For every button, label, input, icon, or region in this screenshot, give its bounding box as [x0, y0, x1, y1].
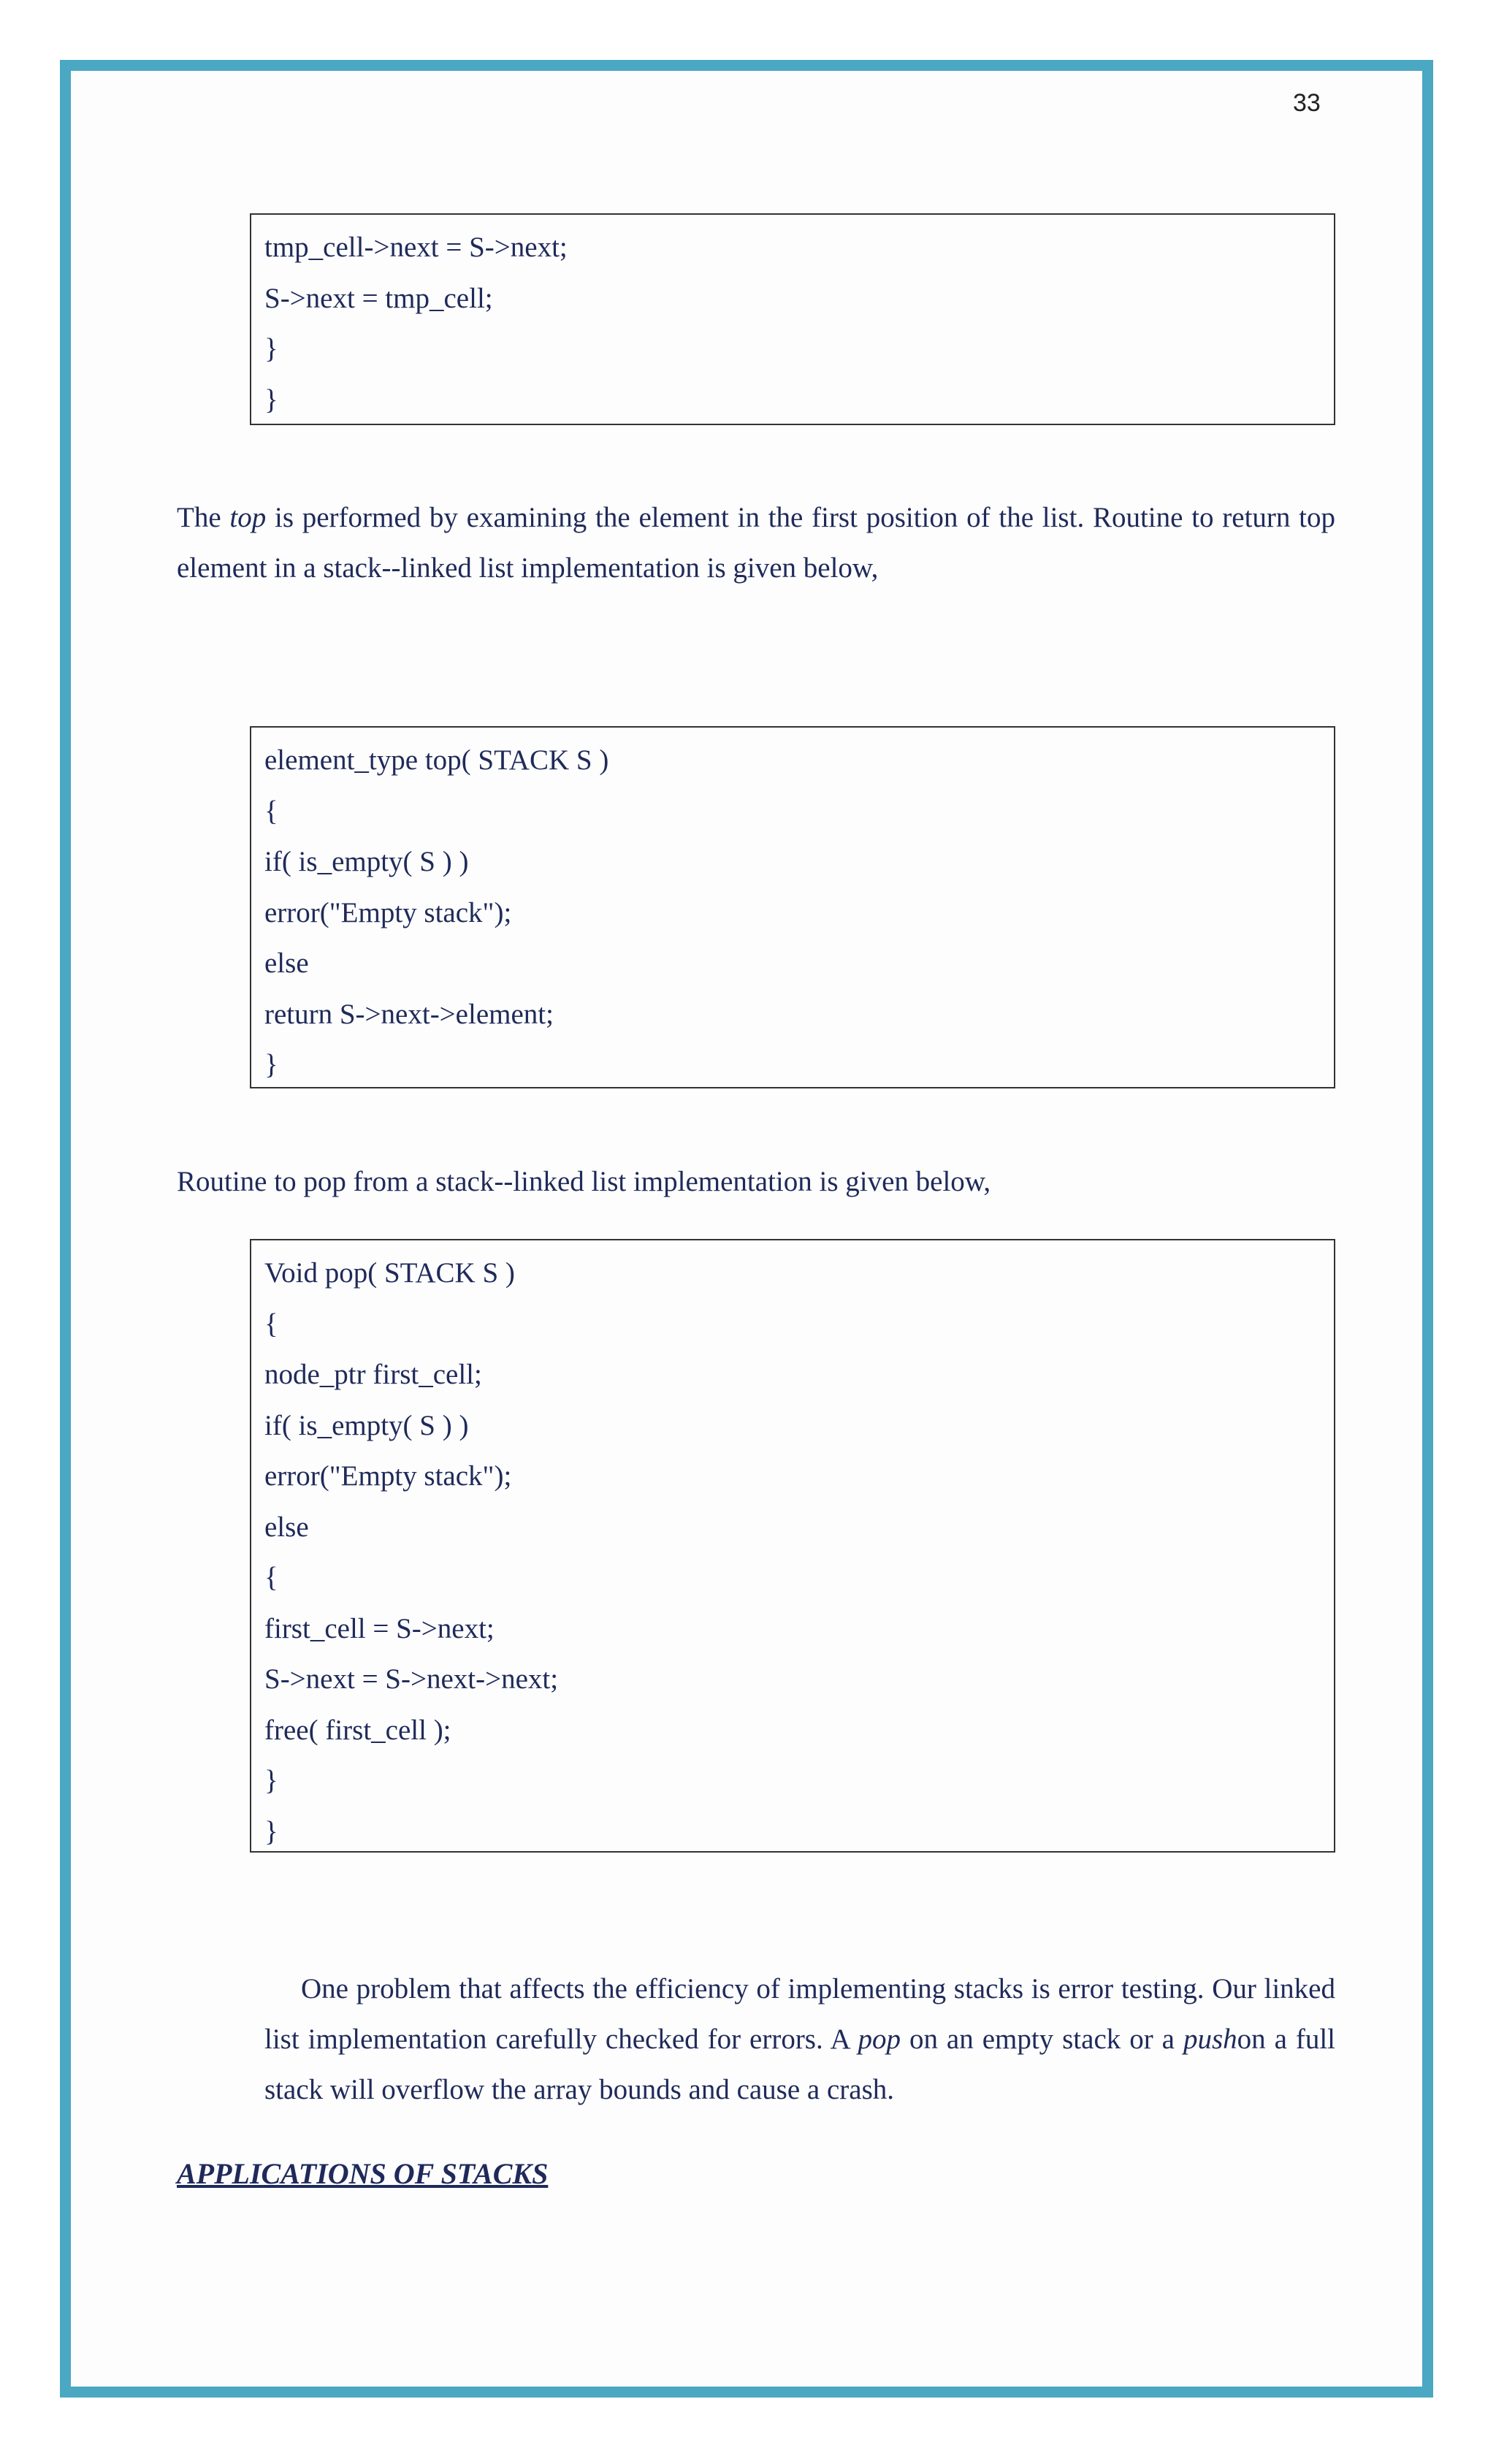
top-description-paragraph — [177, 492, 1335, 593]
pop-intro-paragraph: Routine to pop from a stack--linked list implementation is given below, — [177, 1166, 991, 1197]
code-line: } — [264, 1815, 278, 1847]
code-line: } — [264, 1049, 278, 1080]
push-keyword: push — [1183, 2024, 1237, 2055]
code-line: } — [264, 384, 278, 416]
section-heading: APPLICATIONS OF STACKS — [177, 2157, 549, 2190]
error-paragraph-part3: on a full stack will overflow the array bounds and cause a crash. — [264, 2024, 1336, 2105]
top-keyword: top — [229, 502, 267, 533]
error-testing-paragraph — [264, 1964, 1335, 2115]
code-line: first_cell = S->next; — [264, 1612, 495, 1644]
top-paragraph-rest: is performed by examining the element in the first position of the list. Routine to return top element in a stack--linked list implementation is given below, — [177, 502, 1335, 584]
code-block-push-tail — [250, 213, 1335, 425]
code-line: error("Empty stack"); — [264, 896, 512, 928]
code-line: } — [264, 1765, 278, 1796]
error-paragraph-part1: One problem that affects the efficiency of implementing stacks is error testing. Our linked list implementation carefully checked for errors. A — [264, 1973, 1335, 2055]
code-line: tmp_cell->next = S->next; — [264, 232, 568, 263]
page-number: 33 — [1293, 89, 1321, 117]
code-line: element_type top( STACK S ) — [264, 744, 609, 776]
code-line: if( is_empty( S ) ) — [264, 1409, 469, 1441]
code-line: if( is_empty( S ) ) — [264, 846, 469, 877]
code-line: { — [264, 795, 278, 827]
code-line: node_ptr first_cell; — [264, 1359, 482, 1390]
code-line: else — [264, 1511, 309, 1543]
code-line: return S->next->element; — [264, 998, 554, 1030]
code-line: error("Empty stack"); — [264, 1460, 512, 1492]
code-line: S->next = tmp_cell; — [264, 282, 493, 314]
code-line: } — [264, 333, 278, 365]
pop-keyword: pop — [858, 2024, 901, 2055]
code-line: free( first_cell ); — [264, 1714, 451, 1746]
error-paragraph-part2: on an empty stack or a — [901, 2024, 1183, 2055]
code-line: else — [264, 947, 309, 979]
code-line: S->next = S->next->next; — [264, 1663, 559, 1695]
code-block-pop-routine — [250, 1239, 1335, 1853]
top-paragraph-lead: The — [177, 502, 230, 533]
code-line: Void pop( STACK S ) — [264, 1257, 515, 1289]
code-line: { — [264, 1308, 278, 1340]
code-block-top-routine — [250, 726, 1335, 1088]
code-line: { — [264, 1562, 278, 1593]
